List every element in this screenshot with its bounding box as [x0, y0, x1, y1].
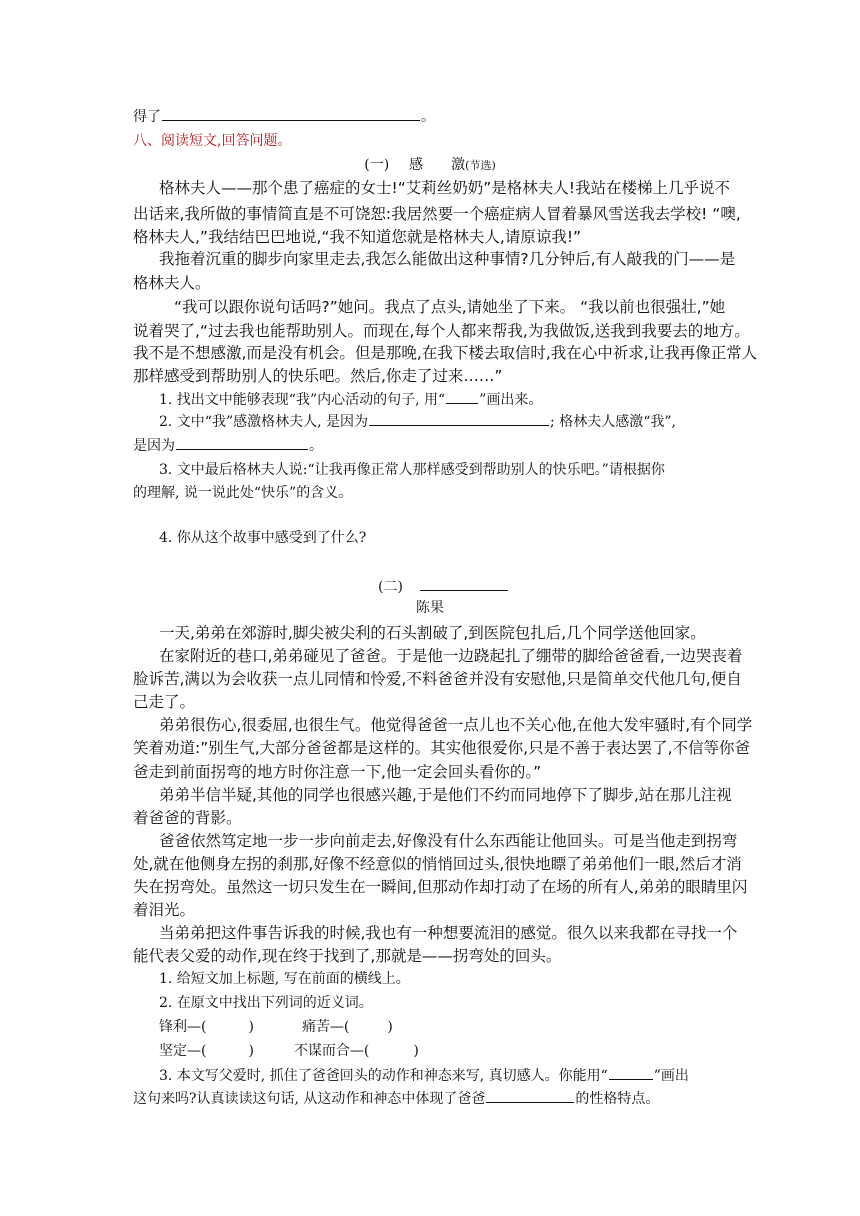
- passage-line: 我拖着沉重的脚步向家里走去,我怎么能做出这种事情?几分钟后,有人敲我的门——是: [159, 250, 736, 268]
- answer-blank[interactable]: [369, 411, 549, 426]
- synonym-label: 坚定—(: [159, 1043, 207, 1059]
- line-prefix: 得了: [133, 109, 161, 125]
- answer-blank[interactable]: [176, 435, 308, 450]
- question-3: 3. 文中最后格林夫人说:“让我再像正常人那样感受到帮助别人的快乐吧。”请根据你: [159, 462, 665, 478]
- title-blank[interactable]: [420, 576, 508, 591]
- passage-line: 格林夫人——那个患了癌症的女士!“艾莉丝奶奶”是格林夫人!我站在楼梯上几乎说不: [159, 179, 730, 197]
- passage-line: 着爸爸的背影。: [133, 809, 242, 827]
- question-text: 2. 文中“我”感激格林夫人, 是因为: [159, 414, 369, 430]
- question-4: 4. 你从这个故事中感受到了什么?: [159, 530, 367, 546]
- passage-line: 格林夫人。: [133, 274, 211, 292]
- line-suffix: 。: [421, 109, 435, 125]
- passage-line: 弟弟很伤心,很委屈,也很生气。他觉得爸爸一点儿也不关心他,在他大发牢骚时,有个同学: [159, 716, 753, 734]
- synonym-label: 不谋而合—(: [293, 1043, 370, 1059]
- title-char: 激: [451, 157, 466, 173]
- question-text: ”画出: [653, 1068, 689, 1084]
- question-text: ”画出来。: [479, 392, 543, 408]
- synonym-row-1: [159, 1017, 393, 1037]
- author: 陈果: [416, 600, 444, 616]
- passage-line: 当弟弟把这件事告诉我的时候,我也有一种想要流泪的感觉。很久以来我都在寻找一个: [159, 924, 738, 942]
- passage-line: 脸诉苦,满以为会收获一点儿同情和怜爱,不料爸爸并没有安慰他,只是简单交代他几句,便自: [133, 670, 742, 688]
- passage-line: 着泪光。: [133, 901, 196, 919]
- section-heading: 八、阅读短文,回答问题。: [133, 133, 292, 149]
- passage-line: 格林夫人,”我结结巴巴地说,“我不知道您就是格林夫人,请原谅我!”: [133, 228, 582, 246]
- question-text: 的性格特点。: [575, 1091, 660, 1107]
- passage-line: 爸走到前面拐弯的地方时你注意一下,他一定会回头看你的。”: [133, 763, 542, 781]
- synonym-label: ): [413, 1043, 419, 1059]
- passage-line: “我可以跟你说句话吗?”她问。我点了点头,请她坐了下来。 “我以前也很强壮,”她: [174, 298, 726, 316]
- excerpt-note: (节选): [465, 159, 496, 172]
- synonym-label: ): [387, 1019, 393, 1035]
- passage-number: (一): [364, 157, 390, 173]
- passage-line: 一天,弟弟在郊游时,脚尖被尖利的石头割破了,到医院包扎后,几个同学送他回家。: [159, 624, 706, 642]
- question-2: [159, 411, 676, 432]
- passage2-title: [378, 576, 509, 597]
- question-1: 1. 给短文加上标题, 写在前面的横线上。: [159, 971, 410, 987]
- answer-line-top: [133, 106, 435, 127]
- synonym-label: 锋利—(: [159, 1019, 207, 1035]
- question-3-cont: 的理解, 说一说此处“快乐”的含义。: [133, 485, 353, 501]
- synonym-label: ): [248, 1043, 254, 1059]
- synonym-label: ): [248, 1019, 254, 1035]
- question-1: [159, 389, 542, 410]
- question-text: 3. 本文写父爱时, 抓住了爸爸回头的动作和神态来写, 真切感人。你能用“: [159, 1068, 608, 1084]
- passage-line: 说着哭了,“过去我也能帮助别人。而现在,每个人都来帮我,为我做饭,送我到我要去的地方。: [133, 322, 750, 340]
- question-2-cont: [133, 435, 323, 456]
- question-3: [159, 1065, 689, 1086]
- answer-blank[interactable]: [486, 1088, 574, 1103]
- passage-line: 我不是不想感激,而是没有机会。但是那晚,在我下楼去取信时,我在心中祈求,让我再像正常人: [133, 344, 758, 362]
- underline-sample: [446, 389, 478, 404]
- passage1-title: [0, 155, 860, 176]
- passage-line: 弟弟半信半疑,其他的同学也很感兴趣,于是他们不约而同地停下了脚步,站在那儿注视: [159, 786, 732, 804]
- underline-sample: [609, 1065, 653, 1080]
- question-3-cont: [133, 1088, 659, 1109]
- answer-blank[interactable]: [162, 106, 420, 121]
- passage-line: 笑着劝道:”别生气,大部分爸爸都是这样的。其实他很爱你,只是不善于表达罢了,不信等你爸: [133, 739, 751, 757]
- passage-line: 那样感受到帮助别人的快乐吧。然后,你走了过来……”: [133, 367, 503, 385]
- synonym-row-2: [159, 1041, 419, 1061]
- question-2: 2. 在原文中找出下列词的近义词。: [159, 995, 373, 1011]
- question-text: 。: [309, 438, 323, 454]
- passage-line: 在家附近的巷口,弟弟碰见了爸爸。于是他一边跷起扎了绷带的脚给爸爸看,一边哭丧着: [159, 647, 743, 665]
- question-text: 这句来吗?认真读读这句话, 从这动作和神态中体现了爸爸: [133, 1091, 486, 1107]
- passage-number: (二): [378, 579, 403, 595]
- synonym-label: 痛苦—(: [301, 1019, 350, 1035]
- passage-line: 己走了。: [133, 693, 196, 711]
- passage-line: 出话来,我所做的事情简直是不可饶恕:我居然要一个癌症病人冒着暴风雪送我去学校! “噢,: [133, 205, 741, 223]
- passage-line: 爸爸依然笃定地一步一步向前走去,好像没有什么东西能让他回头。可是当他走到拐弯: [159, 832, 738, 850]
- passage-line: 失在拐弯处。虽然这一切只发生在一瞬间,但那动作却打动了在场的所有人,弟弟的眼睛里闪: [133, 878, 748, 896]
- question-text: ; 格林夫人感激“我”,: [550, 414, 676, 430]
- question-text: 是因为: [133, 438, 175, 454]
- passage-line: 处,就在他侧身左拐的刹那,好像不经意似的悄悄回过头,很快地瞟了弟弟他们一眼,然后才消: [133, 855, 742, 873]
- question-text: 1. 找出文中能够表现“我”内心活动的句子, 用“: [159, 392, 446, 408]
- title-char: 感: [409, 157, 424, 173]
- passage-line: 能代表父爱的动作,现在终于找到了,那就是——拐弯处的回头。: [133, 947, 562, 965]
